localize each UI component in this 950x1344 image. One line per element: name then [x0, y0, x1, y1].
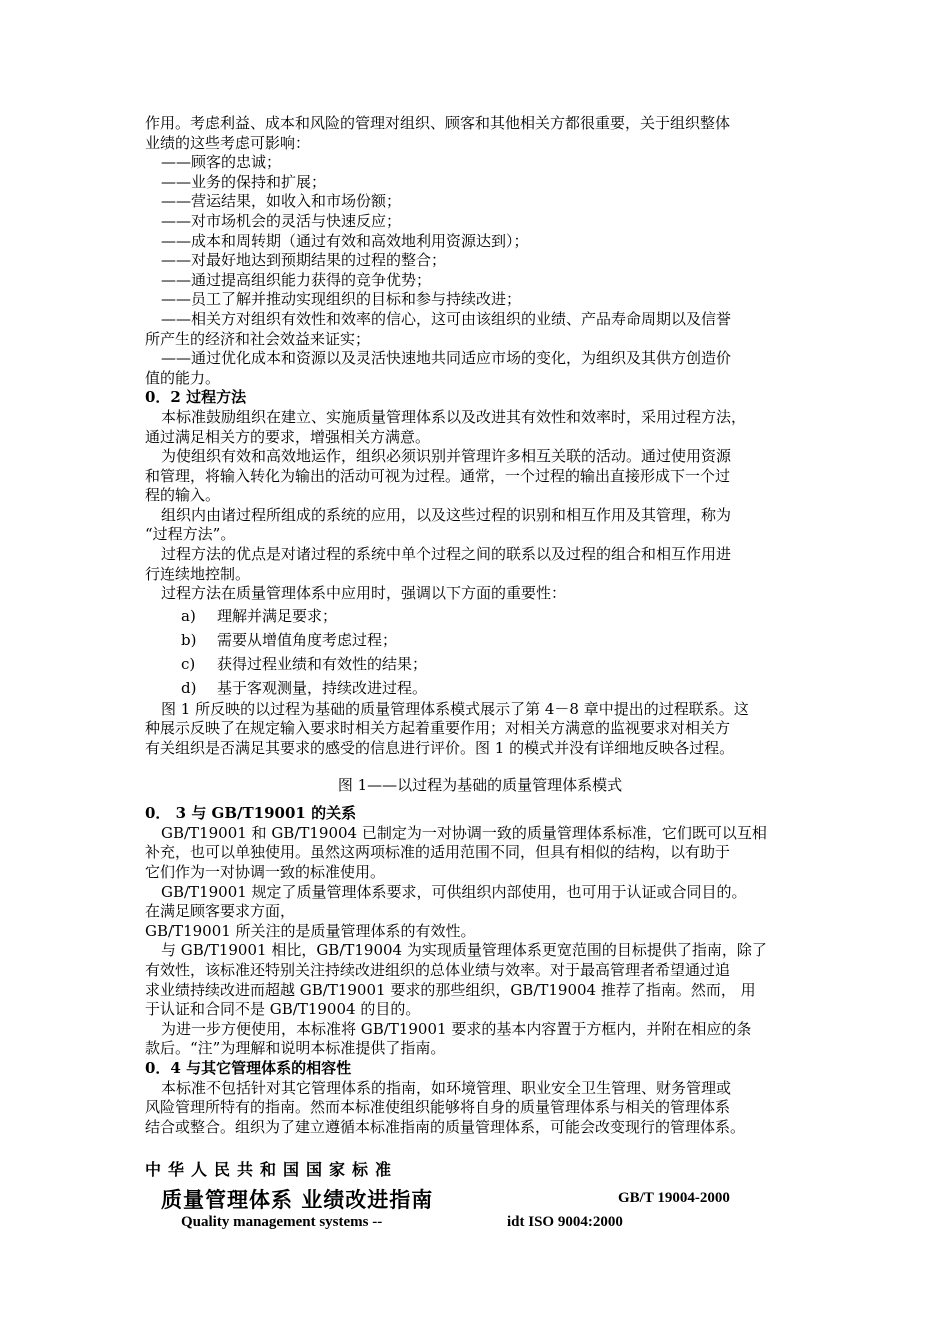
section-0-2 — [145, 388, 815, 795]
list-label: c) — [181, 654, 196, 673]
section-heading: 0．2 过程方法 — [145, 388, 247, 407]
list-item-b — [145, 628, 815, 652]
paragraph-line: 为使组织有效和高效地运作，组织必须识别并管理许多相互关联的活动。通过使用资源 — [161, 447, 732, 466]
document-body — [145, 114, 815, 1137]
bullet-item: ——相关方对组织有效性和效率的信心，这可由该组织的业绩、产品寿命周期以及信誉 — [161, 309, 732, 328]
bullet-item: ——通过提高组织能力获得的竞争优势； — [161, 270, 432, 289]
standard-title-cn: 质量管理体系 业绩改进指南 — [161, 1188, 434, 1212]
section-heading: 0．4 与其它管理体系的相容性 — [145, 1058, 352, 1077]
paragraph-line: 有效性，该标准还特别关注持续改进组织的总体业绩与效率。对于最高管理者希望通过追 — [145, 960, 731, 979]
paragraph-line: 通过满足相关方的要求，增强相关方满意。 — [145, 427, 431, 446]
section-heading: 0． 3 与 GB/T19001 的关系 — [145, 804, 357, 823]
bullet-continuation: 值的能力。 — [145, 368, 221, 387]
paragraph-line: 程的输入。 — [145, 486, 221, 505]
paragraph-line: 结合或整合。组织为了建立遵循本标准指南的质量管理体系，可能会改变现行的管理体系。 — [145, 1117, 746, 1136]
bullet-item: ——顾客的忠诚； — [161, 153, 282, 172]
intro-line: 作用。考虑利益、成本和风险的管理对组织、顾客和其他相关方都很重要，关于组织整体 — [145, 114, 731, 132]
standard-number: GB/T 19004-2000 — [618, 1190, 730, 1206]
bullet-item: ——对市场机会的灵活与快速反应； — [161, 211, 402, 230]
paragraph-line: 在满足顾客要求方面， — [145, 902, 296, 921]
bullet-item: ——对最好地达到预期结果的过程的整合； — [161, 251, 447, 270]
english-title-row — [145, 1214, 825, 1236]
list-text: 获得过程业绩和有效性的结果； — [217, 654, 428, 673]
paragraph-line: 本标准鼓励组织在建立、实施质量管理体系以及改进其有效性和效率时，采用过程方法， — [161, 407, 747, 426]
paragraph-line: 组织内由诸过程所组成的系统的应用，以及这些过程的识别和相互作用及其管理，称为 — [161, 505, 732, 524]
standard-title-en: Quality management systems -- — [181, 1214, 383, 1230]
list-item-a — [145, 604, 815, 628]
section-0-4 — [145, 1059, 815, 1137]
standard-title-block — [145, 1157, 825, 1236]
paragraph-line: 补充，也可以单独使用。虽然这两项标准的适用范围不同，但具有相似的结构，以有助于 — [145, 843, 731, 862]
bullet-item: ——成本和周转期（通过有效和高效地利用资源达到）； — [161, 231, 529, 250]
paragraph-line: 它们作为一对协调一致的标准使用。 — [145, 863, 386, 881]
bullet-continuation: 所产生的经济和社会效益来证实； — [145, 329, 371, 348]
paragraph-line: 求业绩持续改进而超越 GB/T19001 要求的那些组织，GB/T19004 推荐了指南。然而， 用 — [145, 980, 756, 999]
paragraph-line: GB/T19001 规定了质量管理体系要求，可供组织内部使用，也可用于认证或合同目的。 — [161, 882, 747, 901]
list-item-d — [145, 676, 815, 700]
paragraph-line: 于认证和合同不是 GB/T19004 的目的。 — [145, 1000, 421, 1019]
paragraph-line: 过程方法的优点是对诸过程的系统中单个过程之间的联系以及过程的组合和相互作用进 — [161, 545, 732, 564]
section-0-3 — [145, 804, 815, 1059]
bullet-item: ——员工了解并推动实现组织的目标和参与持续改进； — [161, 290, 522, 309]
paragraph-line: 图 1 所反映的以过程为基础的质量管理体系模式展示了第 4－8 章中提出的过程联系。这 — [161, 699, 749, 718]
list-text: 理解并满足要求； — [217, 606, 338, 625]
bullet-item: ——通过优化成本和资源以及灵活快速地共同适应市场的变化，为组织及其供方创造价 — [161, 349, 732, 368]
bullet-item: ——业务的保持和扩展； — [161, 172, 327, 191]
paragraph-line: 有关组织是否满足其要求的感受的信息进行评价。图 1 的模式并没有详细地反映各过程。 — [145, 739, 735, 758]
list-label: d) — [181, 678, 197, 697]
list-label: a) — [181, 606, 196, 625]
list-text: 基于客观测量，持续改进过程。 — [217, 678, 428, 697]
paragraph-line: GB/T19001 和 GB/T19004 已制定为一对协调一致的质量管理体系标准，它们既可以互相 — [161, 823, 767, 842]
paragraph-line: 款后。“注”为理解和说明本标准提供了指南。 — [145, 1039, 446, 1058]
paragraph-line: 与 GB/T19001 相比，GB/T19004 为实现质量管理体系更宽范围的目标提供了指南，除了 — [161, 941, 767, 960]
paragraph-line: 种展示反映了在规定输入要求时相关方起着重要作用；对相关方满意的监视要求对相关方 — [145, 719, 731, 738]
paragraph-line: 本标准不包括针对其它管理体系的指南，如环境管理、职业安全卫生管理、财务管理或 — [161, 1078, 732, 1097]
national-standard-label: 中华人民共和国国家标准 — [145, 1160, 399, 1179]
list-item-c — [145, 652, 815, 676]
paragraph-line: 风险管理所特有的指南。然而本标准使组织能够将自身的质量管理体系与相关的管理体系 — [145, 1098, 731, 1117]
paragraph-line: 行连续地控制。 — [145, 564, 251, 583]
title-row — [145, 1184, 825, 1214]
list-text: 需要从增值角度考虑过程； — [217, 630, 398, 649]
paragraph-line: “过程方法”。 — [145, 525, 236, 544]
figure-caption: 图 1——以过程为基础的质量管理体系模式 — [337, 775, 623, 794]
bullet-item: ——营运结果，如收入和市场份额； — [161, 192, 402, 211]
list-label: b) — [181, 630, 197, 649]
intro-line: 业绩的这些考虑可影响： — [145, 133, 311, 152]
intro-section — [145, 114, 815, 388]
paragraph-line: GB/T19001 所关注的是质量管理体系的有效性。 — [145, 921, 476, 940]
standard-idt: idt ISO 9004:2000 — [507, 1214, 623, 1230]
paragraph-line: 和管理，将输入转化为输出的活动可视为过程。通常，一个过程的输出直接形成下一个过 — [145, 466, 731, 485]
paragraph-line: 为进一步方便使用，本标准将 GB/T19001 要求的基本内容置于方框内，并附在相应的条 — [161, 1019, 752, 1038]
paragraph-line: 过程方法在质量管理体系中应用时，强调以下方面的重要性： — [161, 584, 567, 603]
